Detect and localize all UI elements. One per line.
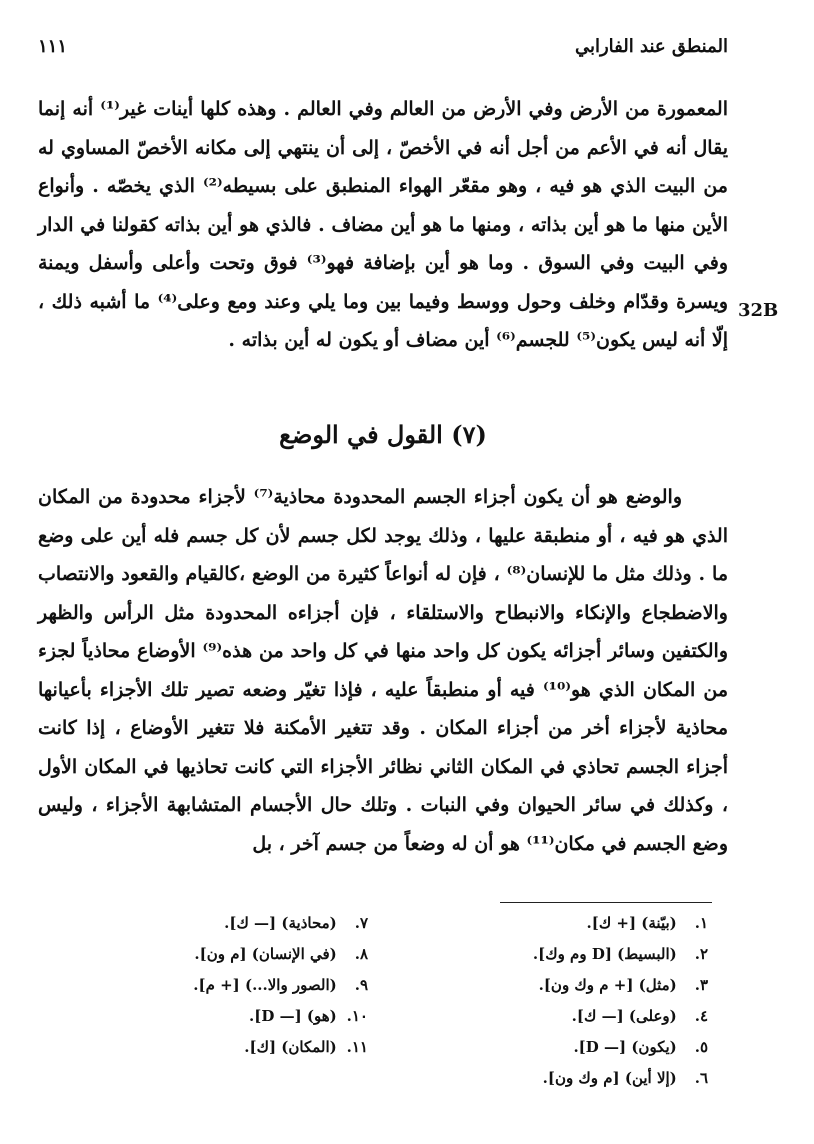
footnote-text: (محاذية) [— ك].	[224, 914, 337, 932]
page-header	[38, 30, 728, 70]
paragraph-2: والوضع هو أن يكون أجزاء الجسم المحدودة محاذية⁽⁷⁾ لأجزاء محدودة من المكان الذي هو فيه ، أو منطبقة عليها ، وذلك يوجد لكل جسم لأن كل جسم فله أين على وضع ما . وذلك مثل ما للإنسان⁽⁸⁾ ، فإن له أنواعاً كثيرة من الوضع ،كالقيام والقعود والانتصاب والاضطجاع والإنكاء والانبطاح والاستلقاء ، فإن أجزاءه المحدودة مثل الرأس والظهر والكتفين وسائر أجزائه يكون كل واحد منها في كل واحد من هذه⁽⁹⁾ الأوضاع محاذياً لجزء من المكان الذي هو⁽¹⁰⁾ فيه أو منطبقاً عليه ، فإذا تغيّر وضعه تصير تلك الأجزاء بأعيانها محاذية لأجزاء أخر من أجزاء المكان . وقد تتغير الأمكنة فلا تتغير الأوضاع ، إذا كانت أجزاء الجسم تحاذي في المكان الثاني نظائر الأجزاء التي كانت تحاذيها في المكان الأول ، وكذلك في سائر الحيوان وفي النبات . وتلك حال الأجسام المتشابهة الأجزاء ، وليس وضع الجسم في مكان⁽¹¹⁾ هو أن له وضعاً من جسم آخر ، بل	[38, 486, 729, 855]
footnote-number: ٨.	[354, 945, 368, 963]
footnote-item	[378, 970, 708, 1001]
footnote-text: (الصور والا...) [+ م].	[193, 976, 337, 994]
footnote-item	[378, 1063, 708, 1094]
footnote-number: ٦.	[694, 1069, 708, 1087]
footnote-number: ٧.	[354, 914, 368, 932]
footnote-text: (المكان) [ك].	[244, 1038, 337, 1056]
footnote-item	[38, 939, 368, 970]
footnote-number: ١١.	[346, 1038, 368, 1056]
page-number: ١١١	[38, 36, 68, 57]
footnote-item	[378, 908, 708, 939]
footnote-text: (يكون) [— D].	[573, 1038, 677, 1056]
footnote-text: (بيّنة) [+ ك].	[586, 914, 677, 932]
footnote-number: ٣.	[694, 976, 708, 994]
footnote-number: ١.	[694, 914, 708, 932]
section-heading: (٧) القول في الوضع	[279, 420, 487, 449]
margin-reference: 32B	[738, 300, 779, 321]
running-title: المنطق عند الفارابي	[574, 36, 728, 57]
footnote-item	[38, 1032, 368, 1063]
footnotes-column-right	[378, 908, 708, 1094]
footnote-number: ١٠.	[346, 1007, 368, 1025]
footnote-number: ٤.	[694, 1007, 708, 1025]
footnote-item	[38, 1001, 368, 1032]
footnote-item	[378, 939, 708, 970]
paragraph-1: المعمورة من الأرض وفي الأرض من العالم وفي العالم . وهذه كلها أينات غير⁽¹⁾ أنه إنما يقال أنه في الأعم من أجل أنه في الأخصّ ، إلى أن ينتهي إلى مكانه الأخصّ المساوي له من البيت الذي هو فيه ، وهو مقعّر الهواء المنطبق على بسيطه⁽²⁾ الذي يخصّه . وأنواع الأين منها ما هو أين بذاته ، ومنها ما هو أين مضاف . فالذي هو أين بذاته كقولنا في الدار وفي البيت وفي السوق . وما هو أين بإضافة فهو⁽³⁾ فوق وتحت وأعلى وأسفل ويمنة ويسرة وقدّام وخلف وحول ووسط وفيما بين وما يلي وعند ومع وعلى⁽⁴⁾ ما أشبه ذلك ، إلّا أنه ليس يكون⁽⁵⁾ للجسم⁽⁶⁾ أين مضاف أو يكون له أين بذاته .	[38, 98, 729, 351]
footnote-item	[378, 1001, 708, 1032]
footnote-text: (إلا أين) [م وك ون].	[542, 1069, 677, 1087]
footnote-number: ٢.	[694, 945, 708, 963]
footnote-divider	[500, 902, 712, 903]
footnote-text: (في الإنسان) [م ون].	[194, 945, 337, 963]
footnote-text: (هو) [— D].	[249, 1007, 337, 1025]
footnote-text: (وعلى) [— ك].	[571, 1007, 677, 1025]
footnote-item	[38, 970, 368, 1001]
footnote-number: ٥.	[694, 1038, 708, 1056]
footnote-item	[38, 908, 368, 939]
footnotes-column-left	[38, 908, 368, 1063]
footnote-item	[378, 1032, 708, 1063]
footnote-text: (البسيط) [D وم وك].	[532, 945, 677, 963]
footnote-number: ٩.	[354, 976, 368, 994]
footnote-text: (مثل) [+ م وك ون].	[538, 976, 677, 994]
